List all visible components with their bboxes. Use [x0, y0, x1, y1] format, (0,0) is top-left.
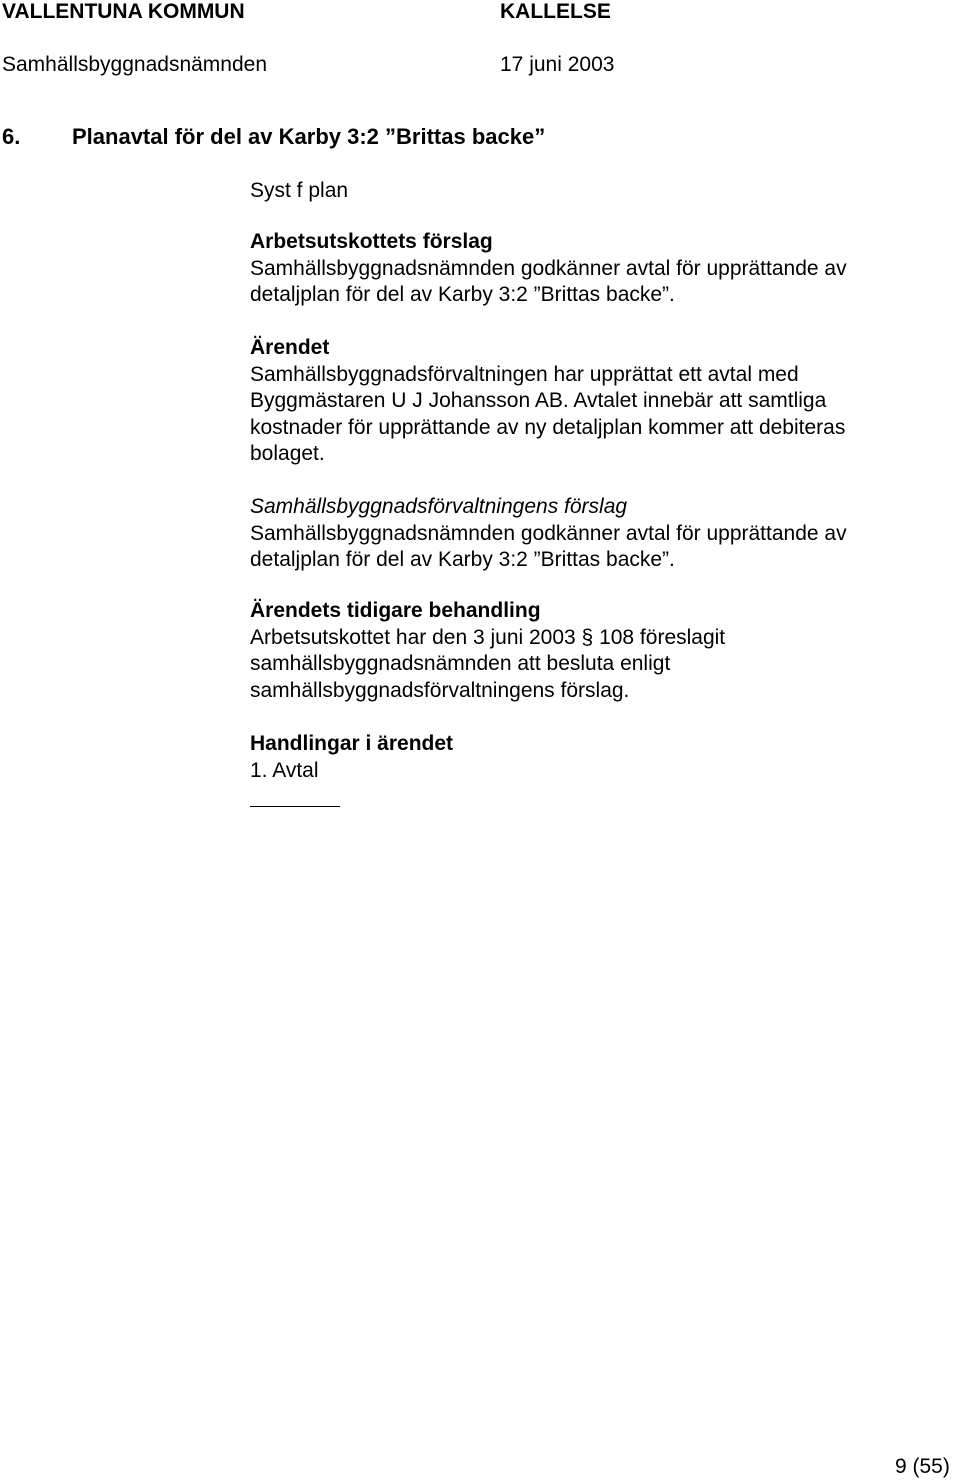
- previous-handling-line: samhällsbyggnadsnämnden att besluta enligt: [250, 652, 671, 675]
- section-end-rule: [250, 806, 340, 807]
- administration-proposal-line: Samhällsbyggnadsnämnden godkänner avtal för upprättande av: [250, 521, 847, 545]
- document-list-item: 1. Avtal: [250, 758, 319, 782]
- matter-line: bolaget.: [250, 442, 325, 465]
- committee-proposal-heading: Arbetsutskottets förslag: [250, 230, 493, 253]
- committee-proposal-line: detaljplan för del av Karby 3:2 ”Brittas backe”.: [250, 283, 675, 306]
- committee-proposal-section: [250, 229, 847, 309]
- board-name: Samhällsbyggnadsnämnden: [2, 53, 268, 76]
- matter-line: Samhällsbyggnadsförvaltningen har upprättat ett avtal med: [250, 362, 799, 386]
- matter-section: [250, 335, 845, 468]
- document-type: KALLELSE: [500, 0, 611, 23]
- administration-proposal-heading: Samhällsbyggnadsförvaltningens förslag: [250, 495, 628, 518]
- previous-handling-line: samhällsbyggnadsförvaltningens förslag.: [250, 678, 630, 702]
- matter-heading: Ärendet: [250, 336, 330, 359]
- matter-line: kostnader för upprättande av ny detaljplan kommer att debiteras: [250, 415, 846, 439]
- previous-handling-section: [250, 598, 725, 704]
- documents-section: [250, 731, 453, 784]
- previous-handling-line: Arbetsutskottet har den 3 juni 2003 § 108 föreslagit: [250, 625, 726, 649]
- administration-proposal-section: [250, 494, 847, 574]
- administration-proposal-line: detaljplan för del av Karby 3:2 ”Brittas backe”.: [250, 548, 675, 571]
- documents-heading: Handlingar i ärendet: [250, 732, 454, 755]
- item-title: Planavtal för del av Karby 3:2 ”Brittas backe”: [72, 124, 546, 149]
- page-number: 9 (55): [895, 1455, 950, 1478]
- previous-handling-heading: Ärendets tidigare behandling: [250, 599, 541, 622]
- matter-line: Byggmästaren U J Johansson AB. Avtalet innebär att samtliga: [250, 389, 827, 412]
- municipality-name: VALLENTUNA KOMMUN: [2, 0, 245, 23]
- item-number: 6.: [2, 124, 21, 149]
- reference: Syst f plan: [250, 179, 349, 202]
- committee-proposal-line: Samhällsbyggnadsnämnden godkänner avtal för upprättande av: [250, 256, 847, 280]
- meeting-date: 17 juni 2003: [500, 53, 615, 76]
